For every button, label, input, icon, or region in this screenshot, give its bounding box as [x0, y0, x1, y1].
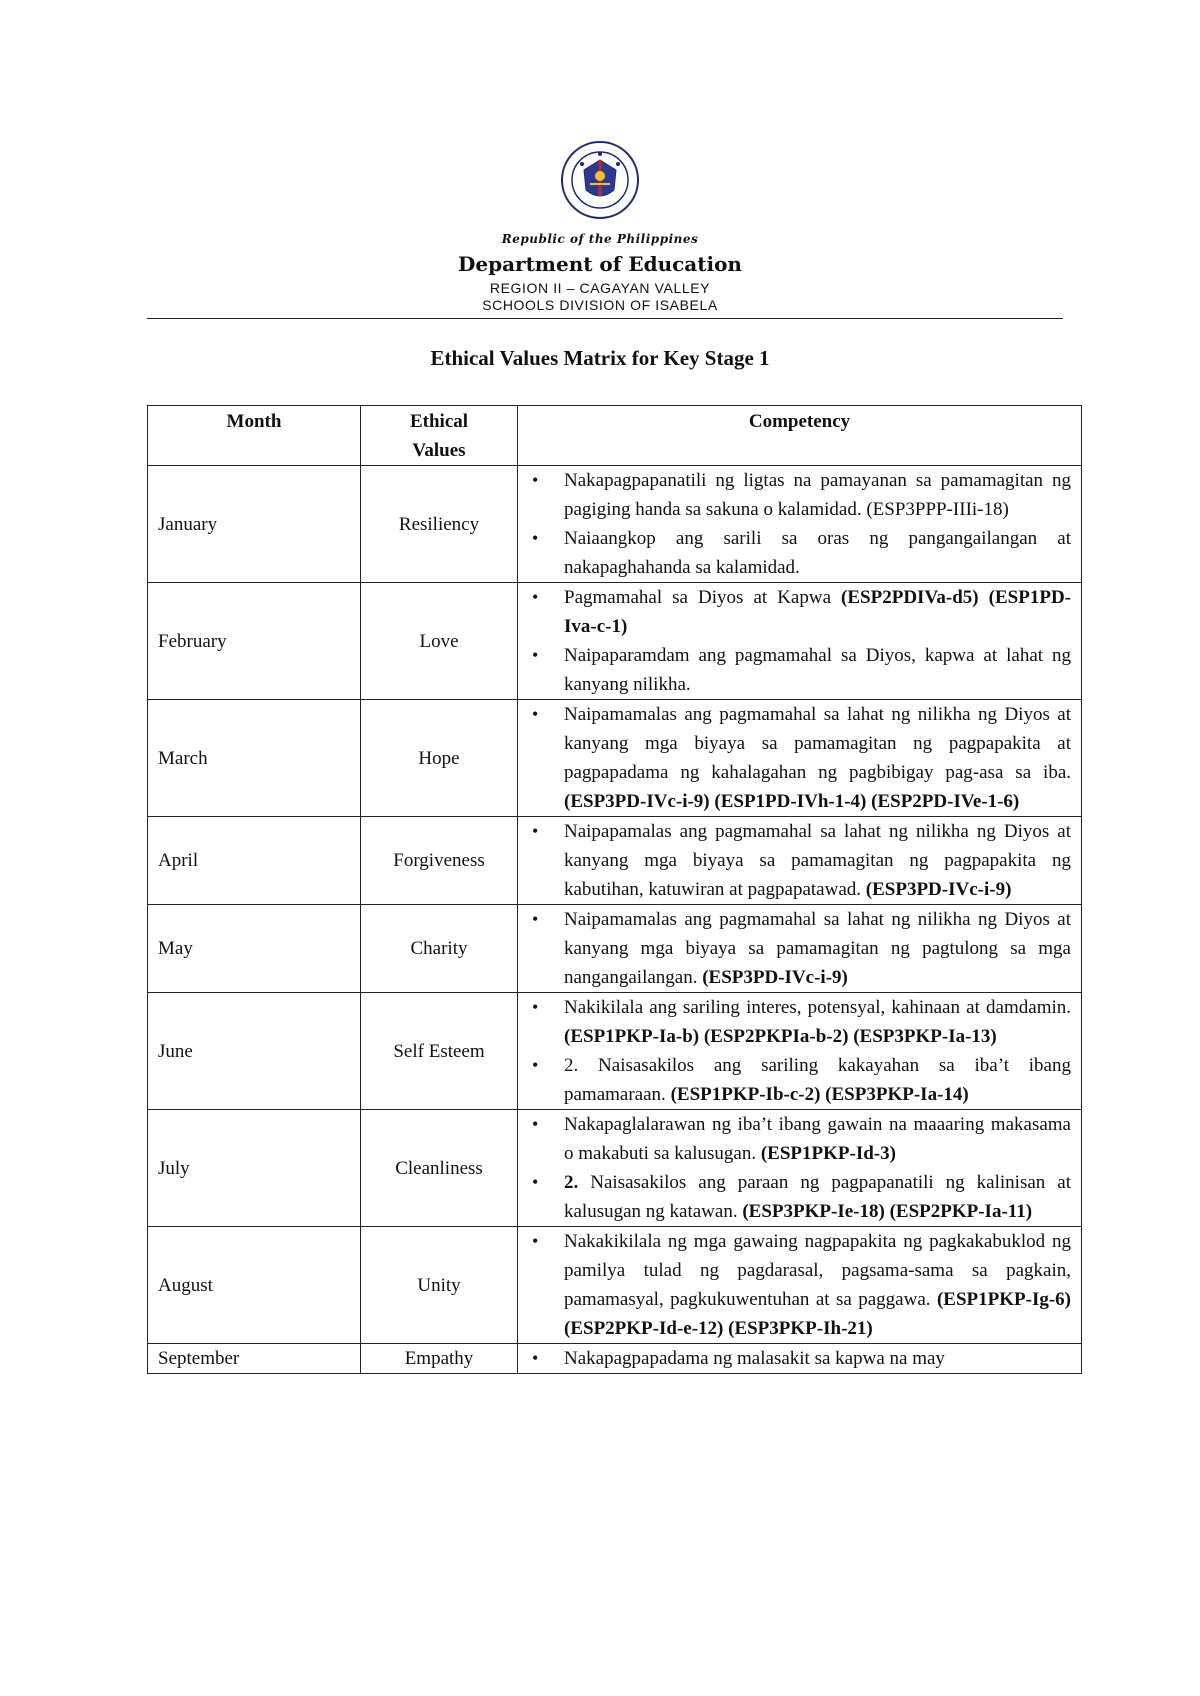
ethical-value-cell: Hope [361, 700, 518, 817]
competency-item [564, 1227, 1071, 1343]
table-body [148, 466, 1082, 1374]
header-divider [147, 318, 1063, 319]
competency-code: (ESP1PKP-Id-3) [760, 1143, 896, 1164]
competency-cell [518, 1344, 1082, 1374]
deped-seal-logo [560, 140, 640, 220]
competency-code: (ESP3PD-IVc-i-9) [702, 967, 848, 988]
month-cell: April [148, 817, 361, 905]
table-row [148, 1344, 1082, 1374]
item-number: 2. [564, 1172, 579, 1193]
table-header-row [148, 406, 1082, 466]
table-row [148, 817, 1082, 905]
competency-item [564, 524, 1071, 582]
ethical-value-cell: Resiliency [361, 466, 518, 583]
ethical-value-cell: Love [361, 583, 518, 700]
ethical-value-cell: Self Esteem [361, 993, 518, 1110]
month-cell: September [148, 1344, 361, 1374]
competency-code: (ESP3PKP-Ie-18) (ESP2PKP-Ia-11) [742, 1201, 1033, 1222]
competency-code: (ESP1PKP-Ib-c-2) (ESP3PKP-Ia-14) [670, 1084, 969, 1105]
competency-item [564, 700, 1071, 816]
table-row [148, 466, 1082, 583]
month-cell: February [148, 583, 361, 700]
competency-item [564, 993, 1071, 1051]
competency-item [564, 905, 1071, 992]
competency-list [528, 817, 1071, 904]
competency-code: (ESP1PKP-Ig-6) (ESP2PKP-Id-e-12) (ESP3PKP-Ih-21) [564, 1289, 1072, 1339]
competency-code: (ESP2PDIVa-d5) (ESP1PD-Iva-c-1) [564, 587, 1071, 637]
competency-item [564, 641, 1071, 699]
ethical-value-cell: Charity [361, 905, 518, 993]
ethical-value-cell: Cleanliness [361, 1110, 518, 1227]
competency-text: Naipaparamdam ang pagmamahal sa Diyos, kapwa at lahat ng kanyang nilikha. [564, 645, 1071, 695]
competency-cell [518, 993, 1082, 1110]
competency-text: Naipamamalas ang pagmamahal sa lahat ng nilikha ng Diyos at kanyang mga biyaya sa pamamagitan ng pagpapakita at pagpapadama ng kahalagahan ng pagbibigay pag-asa sa iba. [564, 704, 1071, 783]
competency-item [564, 466, 1071, 524]
competency-text: Pagmamahal sa Diyos at Kapwa [564, 587, 832, 608]
competency-list [528, 1110, 1071, 1226]
competency-list [528, 700, 1071, 816]
competency-text: Nakapaglalarawan ng iba’t ibang gawain na maaaring makasama o makabuti sa kalusugan. [564, 1114, 1071, 1164]
ethical-value-cell: Unity [361, 1227, 518, 1344]
competency-text: Nakapagpapanatili ng ligtas na pamayanan sa pamamagitan ng pagiging handa sa sakuna o kalamidad. (ESP3PPP-IIIi-18) [564, 470, 1071, 520]
competency-item [564, 1168, 1071, 1226]
month-cell: January [148, 466, 361, 583]
month-cell: July [148, 1110, 361, 1227]
republic-text: Republic of the Philippines [501, 232, 699, 246]
department-name: Department of Education [458, 252, 742, 276]
competency-list [528, 583, 1071, 699]
competency-cell [518, 583, 1082, 700]
region-text: REGION II – CAGAYAN VALLEY [489, 280, 711, 296]
table-row [148, 993, 1082, 1110]
table-row [148, 905, 1082, 993]
header-values-line1: Ethical [409, 411, 469, 432]
table-row [148, 1110, 1082, 1227]
competency-item [564, 1344, 1071, 1373]
letterhead [0, 140, 1200, 314]
competency-cell [518, 1110, 1082, 1227]
competency-list [528, 993, 1071, 1109]
competency-text: Naisasakilos ang paraan ng pagpapanatili ng kalinisan at kalusugan ng katawan. [564, 1172, 1071, 1222]
table-row [148, 583, 1082, 700]
competency-cell [518, 817, 1082, 905]
competency-cell [518, 905, 1082, 993]
division-text: SCHOOLS DIVISION OF ISABELA [482, 297, 718, 313]
month-cell: August [148, 1227, 361, 1344]
competency-text: Naipapamalas ang pagmamahal sa lahat ng nilikha ng Diyos at kanyang mga biyaya sa pamamagitan ng pagpapakita ng kabutihan, katuwiran at pagpapatawad. [564, 821, 1071, 900]
competency-cell [518, 466, 1082, 583]
competency-list [528, 1344, 1071, 1373]
header-ethical-values [361, 406, 518, 466]
table-row [148, 1227, 1082, 1344]
competency-item [564, 583, 1071, 641]
competency-code: (ESP1PKP-Ia-b) (ESP2PKPIa-b-2) (ESP3PKP-Ia-13) [564, 1026, 997, 1047]
competency-item [564, 1110, 1071, 1168]
competency-text: Naipamamalas ang pagmamahal sa lahat ng nilikha ng Diyos at kanyang mga biyaya sa pamamagitan ng pagtulong sa mga nangangailangan. [564, 909, 1071, 988]
competency-list [528, 905, 1071, 992]
competency-list [528, 1227, 1071, 1343]
competency-item [564, 817, 1071, 904]
table-row [148, 700, 1082, 817]
ethical-value-cell: Forgiveness [361, 817, 518, 905]
ethical-values-table [147, 405, 1082, 1374]
header-values-line2: Values [412, 440, 466, 461]
competency-text: Nakakikilala ng mga gawaing nagpapakita ng pagkakabuklod ng pamilya tulad ng pagdarasal, pagsama-sama sa pagkain, pamamasyal, pagkukuwentuhan at sa paggawa. [564, 1231, 1071, 1310]
competency-text: Naiaangkop ang sarili sa oras ng pangangailangan at nakapaghahanda sa kalamidad. [564, 528, 1071, 578]
month-cell: June [148, 993, 361, 1110]
competency-text: 2. Naisasakilos ang sariling kakayahan sa iba’t ibang pamamaraan. [564, 1055, 1071, 1105]
competency-code: (ESP3PD-IVc-i-9) [865, 879, 1012, 900]
competency-text: Nakikilala ang sariling interes, potensyal, kahinaan at damdamin. [564, 997, 1071, 1018]
competency-cell [518, 700, 1082, 817]
ethical-value-cell: Empathy [361, 1344, 518, 1374]
document-title: Ethical Values Matrix for Key Stage 1 [430, 346, 770, 370]
header-month: Month [148, 406, 361, 466]
competency-code: (ESP3PD-IVc-i-9) (ESP1PD-IVh-1-4) (ESP2PD-IVe-1-6) [564, 791, 1020, 812]
month-cell: May [148, 905, 361, 993]
competency-list [528, 466, 1071, 582]
competency-cell [518, 1227, 1082, 1344]
month-cell: March [148, 700, 361, 817]
header-competency: Competency [518, 406, 1082, 466]
competency-text: Nakapagpapadama ng malasakit sa kapwa na may [564, 1348, 945, 1369]
competency-item [564, 1051, 1071, 1109]
